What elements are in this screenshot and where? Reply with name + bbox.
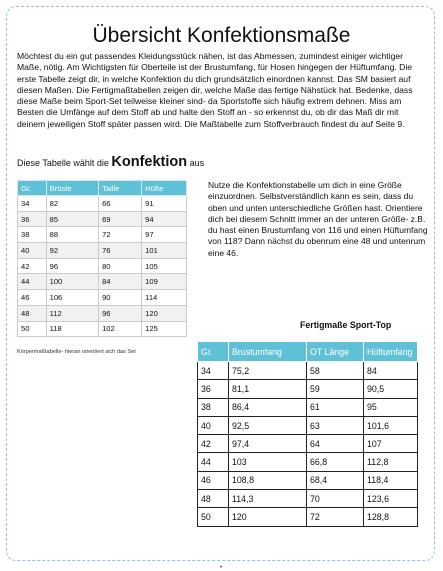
table-cell: 100 [46, 274, 98, 290]
finished-measures-title: Fertigmaße Sport-Top [300, 320, 392, 330]
table-row [18, 227, 187, 243]
table-cell: 118 [46, 321, 98, 337]
header-cell: Brüste [46, 181, 98, 196]
table-cell: 36 [18, 211, 47, 227]
table-intro-highlight: Konfektion [111, 154, 188, 170]
header-cell: OT Länge [307, 342, 364, 362]
table-row [198, 471, 418, 489]
table-cell: 112 [46, 305, 98, 321]
table-cell: 75,2 [229, 362, 307, 380]
table-intro-prefix: Diese Tabelle wählt die [17, 158, 112, 168]
table-cell: 66 [99, 196, 142, 212]
table-cell: 44 [198, 453, 229, 471]
table-cell: 69 [99, 211, 142, 227]
header-cell: Hüfte [142, 181, 187, 196]
table-cell: 34 [198, 362, 229, 380]
table-cell: 68,4 [307, 471, 364, 489]
table-cell: 112,8 [364, 453, 418, 471]
table-cell: 38 [18, 227, 47, 243]
table-cell: 50 [18, 321, 47, 337]
table-cell: 58 [307, 362, 364, 380]
table-row [198, 416, 418, 434]
table-row [198, 508, 418, 526]
footer-mark: • [220, 565, 223, 571]
table-cell: 90,5 [364, 380, 418, 398]
table-cell: 76 [99, 243, 142, 259]
table-cell: 105 [142, 258, 187, 274]
table-cell: 96 [46, 258, 98, 274]
table-cell: 46 [18, 290, 47, 306]
table-row [18, 290, 187, 306]
table-cell: 44 [18, 274, 47, 290]
header-cell: Brustumfang [229, 342, 307, 362]
body-size-table [17, 180, 187, 337]
table-cell: 97,4 [229, 435, 307, 453]
table-row [198, 490, 418, 508]
table-cell: 96 [99, 305, 142, 321]
table-cell: 72 [99, 227, 142, 243]
table-cell: 90 [99, 290, 142, 306]
table-row [18, 321, 187, 337]
table-cell: 120 [229, 508, 307, 526]
table-cell: 109 [142, 274, 187, 290]
table-header-row [18, 181, 187, 196]
page-title: Übersicht Konfektionsmaße [92, 24, 351, 47]
body-table-caption: Körpermaßtabelle- hieran orientiert sich das Set [17, 349, 136, 355]
table-cell: 80 [99, 258, 142, 274]
table-cell: 46 [198, 471, 229, 489]
table-cell: 114,3 [229, 490, 307, 508]
table-intro-line [17, 155, 204, 170]
explanation-paragraph: Nutze die Konfektionstabelle um dich in eine Größe einzuordnen. Selbstverständlich kann es sein, dass du oben und unten unterschiedliche Größen hast. Orientiere dich bei diesem Schnitt immer an der unteren Größe- z.B. du hast einen Brustumfang von 116 und einen Hüftumfang von 118? Dann nächst du obenrum eine 48 und untenrum eine 46. [208, 180, 428, 258]
table-cell: 63 [307, 416, 364, 434]
table-cell: 97 [142, 227, 187, 243]
header-cell: Taille [99, 181, 142, 196]
header-cell: Gr. [18, 181, 47, 196]
table-cell: 42 [18, 258, 47, 274]
table-cell: 101 [142, 243, 187, 259]
table-cell: 91 [142, 196, 187, 212]
table-row [198, 453, 418, 471]
table-row [18, 274, 187, 290]
table-cell: 84 [364, 362, 418, 380]
header-cell: Gr. [198, 342, 229, 362]
intro-paragraph: Möchtest du ein gut passendes Kleidungsstück nähen, ist das Abmessen, zumindest einiger wichtiger Maße, nötig. Am Wichtigsten für Oberteile ist der Brustumfang, für Hosen hingegen der Hüftumfang. Die erste Tabelle zeigt dir, in welche Konfektion du dich grundsätzlich einordnen kannst. Das SM basiert auf diesen Maßen. Die Fertigmaßtabellen zeigen dir, welche Maße das fertige Nähstück hat. Bedenke, dass diese Maße beim Sport-Set teilweise kleiner sind- da Sportstoffe sich häufig extrem dehnen. Miss am Besten die Umfänge auf dem Stoff ab und halte den Stoff an - so erkennst du, ob dir das Maß dir mit deinem jeweiligen Stoff später passen wird. Die Maßtabelle zum Stoffverbrauch findest du auf Seite 9. [17, 51, 413, 129]
table-cell: 94 [142, 211, 187, 227]
table-cell: 114 [142, 290, 187, 306]
table-cell: 72 [307, 508, 364, 526]
header-cell: Hüftumfang [364, 342, 418, 362]
table-cell: 84 [99, 274, 142, 290]
table-cell: 125 [142, 321, 187, 337]
table-cell: 40 [18, 243, 47, 259]
table-row [198, 362, 418, 380]
table-cell: 92,5 [229, 416, 307, 434]
table-cell: 82 [46, 196, 98, 212]
table-cell: 64 [307, 435, 364, 453]
table-cell: 34 [18, 196, 47, 212]
table-header-row [198, 342, 418, 362]
table-row [18, 196, 187, 212]
table-cell: 106 [46, 290, 98, 306]
table-cell: 95 [364, 398, 418, 416]
table-row [198, 380, 418, 398]
table-cell: 36 [198, 380, 229, 398]
finished-measures-table [197, 341, 418, 527]
table-cell: 103 [229, 453, 307, 471]
table-cell: 38 [198, 398, 229, 416]
table-row [18, 305, 187, 321]
table-cell: 92 [46, 243, 98, 259]
table-cell: 128,8 [364, 508, 418, 526]
table-cell: 118,4 [364, 471, 418, 489]
table-cell: 120 [142, 305, 187, 321]
table-row [198, 435, 418, 453]
table-row [18, 243, 187, 259]
table-row [18, 258, 187, 274]
table-row [18, 211, 187, 227]
table-cell: 61 [307, 398, 364, 416]
table-cell: 101,6 [364, 416, 418, 434]
table-cell: 70 [307, 490, 364, 508]
table-cell: 50 [198, 508, 229, 526]
table-cell: 59 [307, 380, 364, 398]
table-row [198, 398, 418, 416]
table-cell: 123,6 [364, 490, 418, 508]
table-cell: 88 [46, 227, 98, 243]
table-intro-suffix: aus [187, 158, 205, 168]
table-cell: 81,1 [229, 380, 307, 398]
table-cell: 86,4 [229, 398, 307, 416]
table-cell: 107 [364, 435, 418, 453]
table-cell: 42 [198, 435, 229, 453]
table-cell: 66,8 [307, 453, 364, 471]
table-cell: 102 [99, 321, 142, 337]
table-cell: 48 [198, 490, 229, 508]
table-cell: 48 [18, 305, 47, 321]
table-cell: 85 [46, 211, 98, 227]
table-cell: 108,8 [229, 471, 307, 489]
table-cell: 40 [198, 416, 229, 434]
